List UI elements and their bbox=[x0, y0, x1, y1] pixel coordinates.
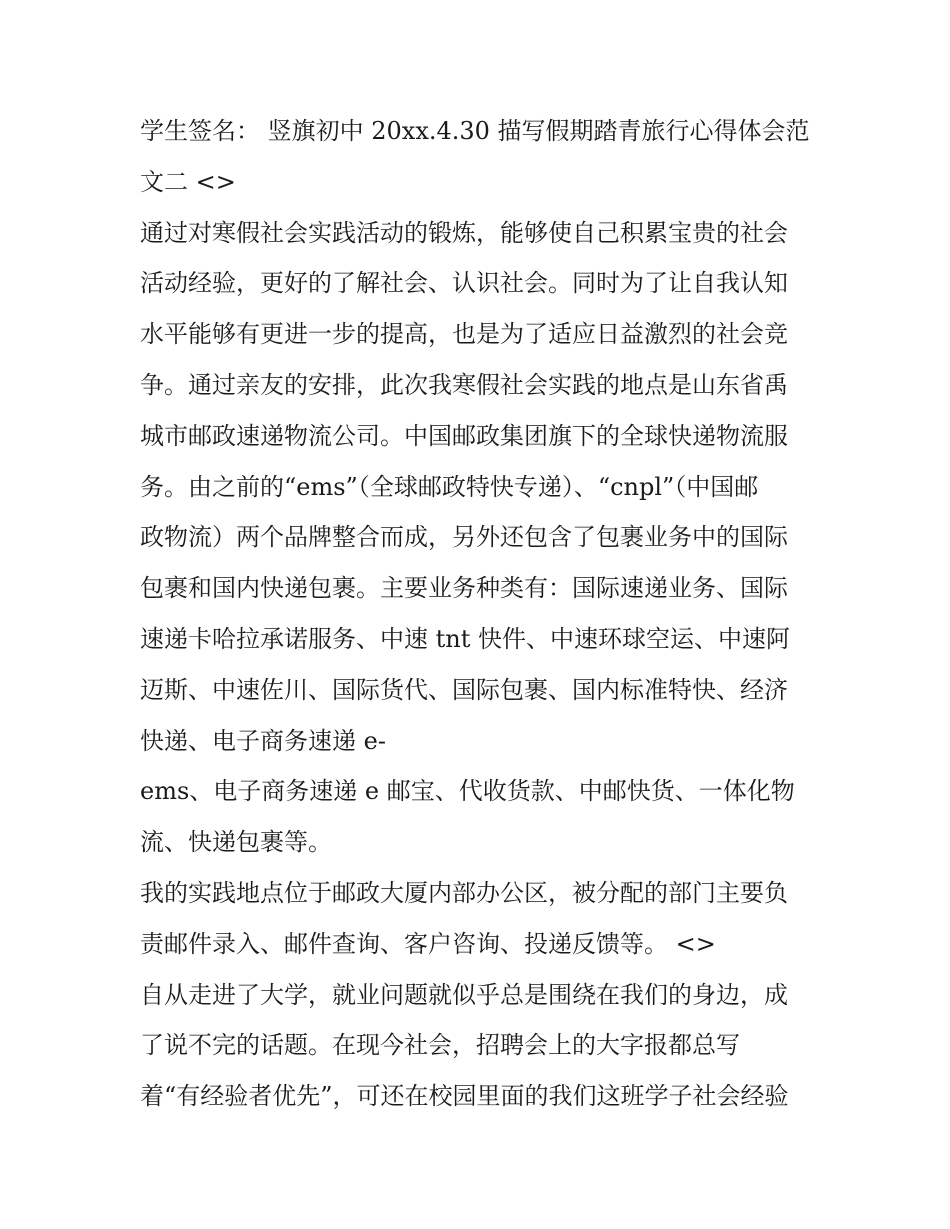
text-line: 我的实践地点位于邮政大厦内部办公区，被分配的部门主要负 bbox=[140, 878, 788, 907]
text-line: 流、快递包裹等。 bbox=[140, 828, 332, 857]
text-line: 了说不完的话题。在现今社会，招聘会上的大字报都总写 bbox=[140, 1031, 740, 1060]
text-line: 争。通过亲友的安排，此次我寒假社会实践的地点是山东省禹 bbox=[140, 370, 788, 399]
text-line: 活动经验，更好的了解社会、认识社会。同时为了让自我认知 bbox=[140, 269, 788, 298]
text-line: 自从走进了大学，就业问题就似乎总是围绕在我们的身边，成 bbox=[140, 980, 788, 1009]
text-line: 着“有经验者优先”，可还在校园里面的我们这班学子社会经验 bbox=[140, 1082, 789, 1111]
text-line: 通过对寒假社会实践活动的锻炼，能够使自己积累宝贵的社会 bbox=[140, 218, 788, 247]
text-line: 务。由之前的“ems”（全球邮政特快专递）、“cnpl”（中国邮 bbox=[140, 472, 759, 501]
text-line: 文二 <> bbox=[140, 167, 236, 196]
text-line: 速递卡哈拉承诺服务、中速 tnt 快件、中速环球空运、中速阿 bbox=[140, 624, 791, 653]
text-line: 城市邮政速递物流公司。中国邮政集团旗下的全球快递物流服 bbox=[140, 421, 788, 450]
text-line: 快递、电子商务速递 e- bbox=[140, 726, 386, 755]
text-line: 迈斯、中速佐川、国际货代、国际包裹、国内标准特快、经济 bbox=[140, 675, 788, 704]
text-line: 学生签名： 竖旗初中 20xx.4.30 描写假期踏青旅行心得体会范 bbox=[140, 117, 810, 145]
text-line: 责邮件录入、邮件查询、客户咨询、投递反馈等。 <> bbox=[140, 929, 716, 958]
text-line: 包裹和国内快递包裹。主要业务种类有：国际速递业务、国际 bbox=[140, 574, 788, 603]
text-line: 政物流）两个品牌整合而成，另外还包含了包裹业务中的国际 bbox=[140, 523, 788, 552]
text-line: ems、电子商务速递 e 邮宝、代收货款、中邮快货、一体化物 bbox=[140, 777, 795, 806]
text-line: 水平能够有更进一步的提高，也是为了适应日益激烈的社会竞 bbox=[140, 320, 788, 349]
document-body bbox=[140, 106, 820, 1122]
